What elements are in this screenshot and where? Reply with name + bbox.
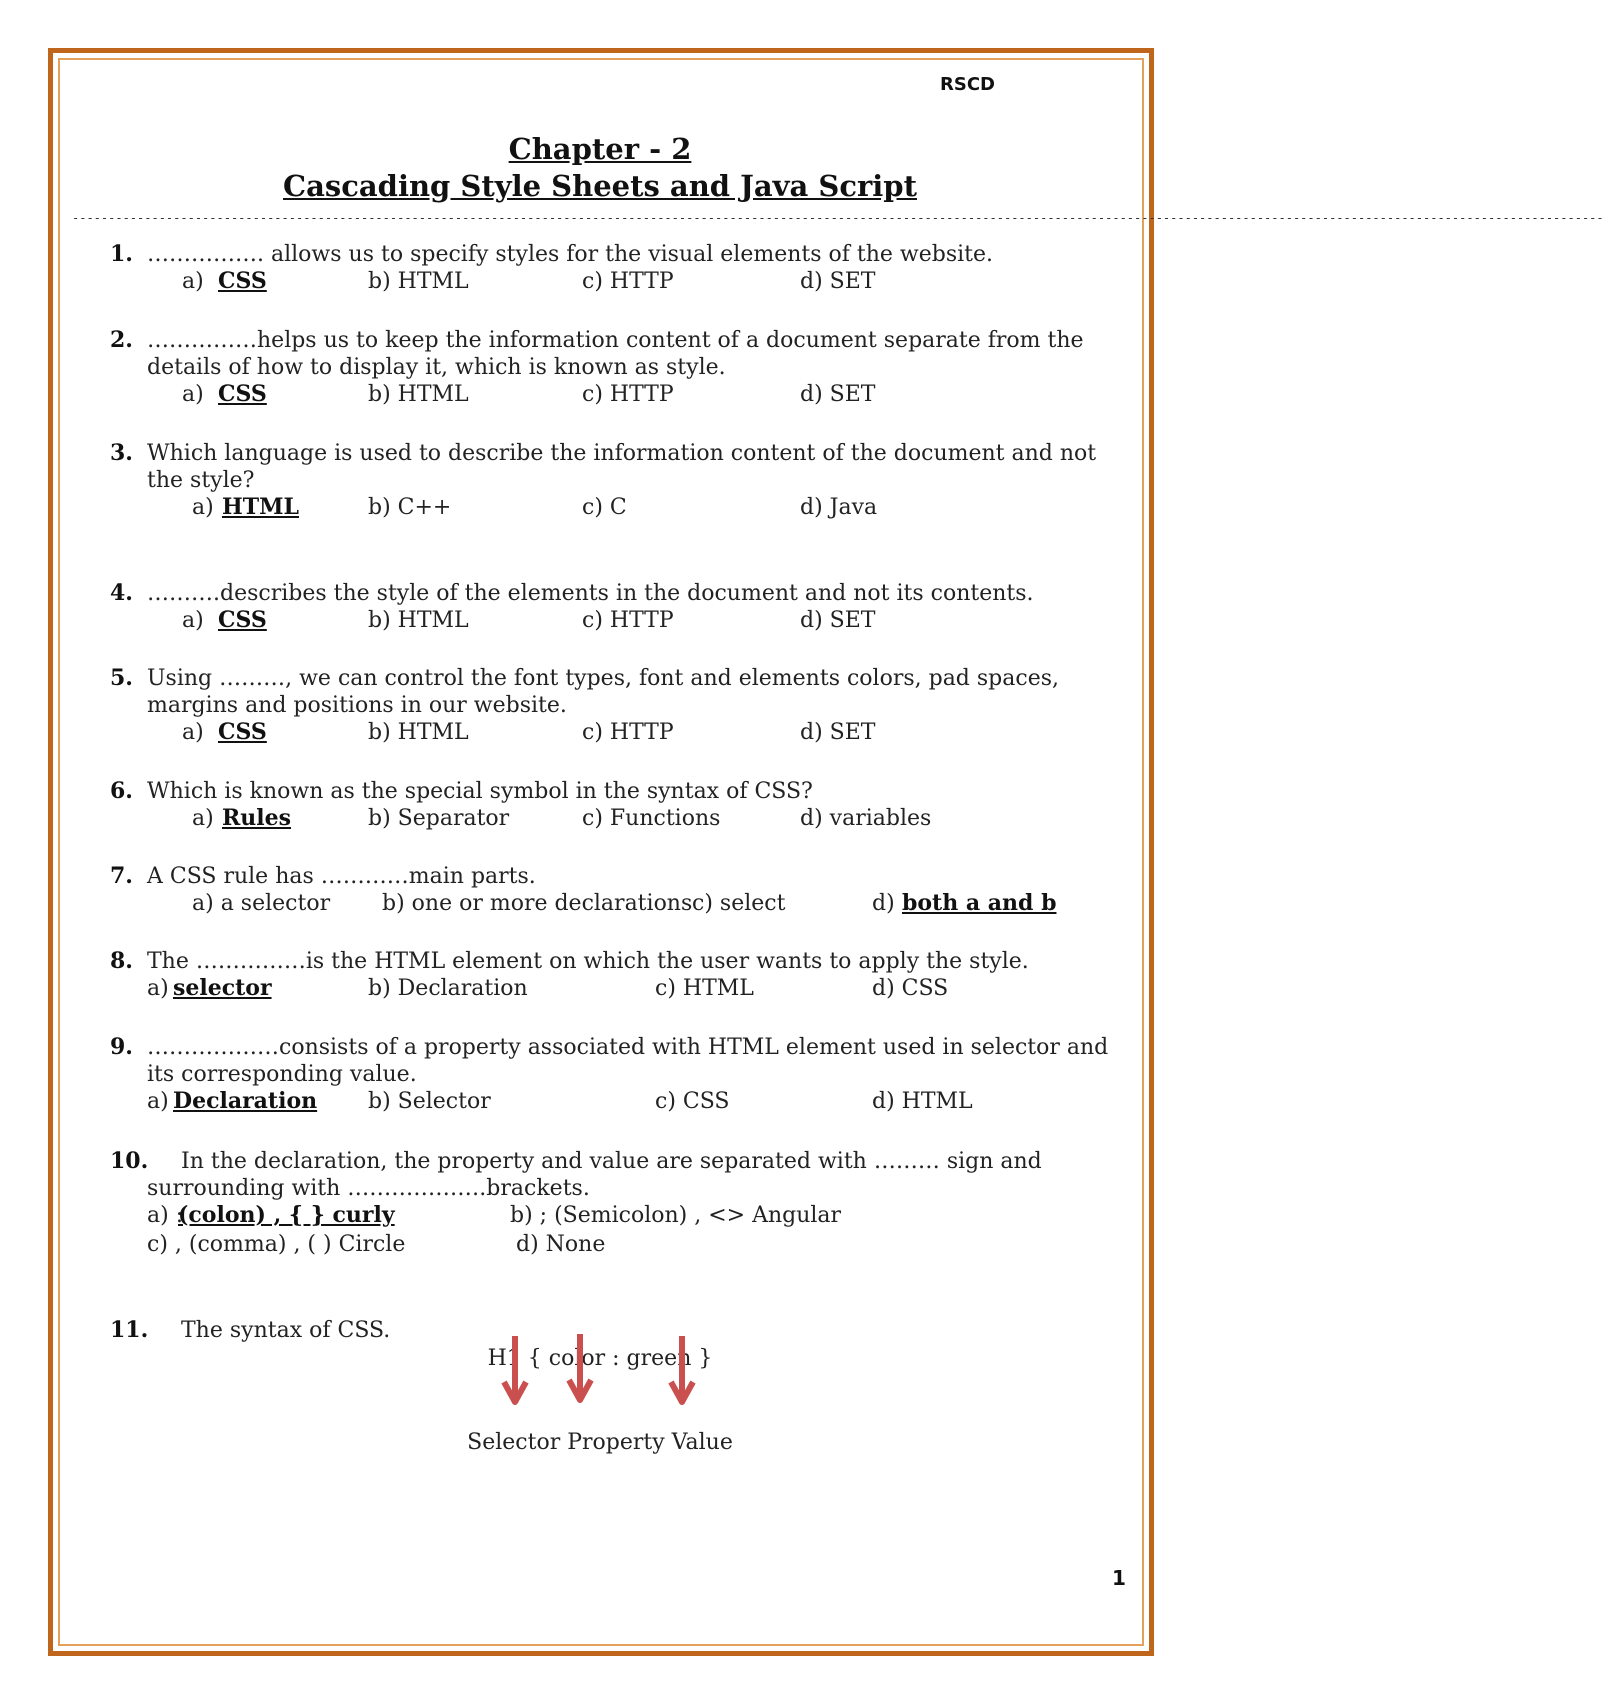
option-a-answer: Declaration — [173, 1088, 318, 1114]
option-b: b) ; (Semicolon) , <> Angular — [510, 1203, 842, 1228]
question-number: 7. — [110, 863, 133, 889]
question-number: 4. — [110, 580, 133, 606]
option-a-label: a) — [192, 495, 214, 520]
dashed-rule: -------------------------------------------------------------------------------------------------------------------------------------------------------------------------------------------------------------------- — [72, 211, 1604, 225]
question-9 — [110, 1034, 1120, 1117]
options-row — [110, 1202, 1120, 1231]
question-text: Which language is used to describe the information content of the document and not the style? — [147, 441, 1097, 493]
question-number: 6. — [110, 778, 133, 804]
option-c: c) HTTP — [582, 608, 674, 633]
option-b: b) Declaration — [368, 976, 528, 1001]
option-b: b) Selector — [368, 1089, 491, 1114]
option-a-label: a) — [192, 806, 214, 831]
option-a-label: a) — [147, 976, 169, 1001]
option-d: d) SET — [800, 720, 876, 745]
option-b: b) HTML — [368, 269, 469, 294]
options-row — [110, 494, 1120, 523]
question-number: 3. — [110, 440, 133, 466]
option-c: c) C — [582, 495, 627, 520]
option-d: d) Java — [800, 495, 878, 520]
question-text: A CSS rule has …………main parts. — [147, 864, 536, 889]
question-number: 10. — [110, 1148, 149, 1174]
options-row — [110, 607, 1120, 636]
option-a-answer: CSS — [218, 268, 267, 294]
option-c: c) , (comma) , ( ) Circle — [147, 1232, 406, 1257]
option-a-answer: CSS — [218, 719, 267, 745]
option-b: b) HTML — [368, 382, 469, 407]
question-5 — [110, 665, 1120, 748]
option-c: c) CSS — [655, 1089, 730, 1114]
question-8 — [110, 948, 1120, 1004]
option-b: b) Separator — [368, 806, 510, 831]
chapter-subtitle: Cascading Style Sheets and Java Script — [283, 169, 917, 203]
question-11 — [110, 1317, 1120, 1344]
options-row — [110, 890, 1120, 919]
option-d: d) variables — [800, 806, 932, 831]
css-syntax-example: H1 { color : green } — [487, 1346, 713, 1371]
options-row — [110, 1088, 1120, 1117]
option-c: c) Functions — [582, 806, 721, 831]
option-a-answer: CSS — [218, 607, 267, 633]
question-text: ………………consists of a property associated with HTML element used in selector and its corresponding value. — [147, 1035, 1109, 1087]
option-a-answer: Rules — [222, 805, 292, 831]
page-number: 1 — [1112, 1566, 1126, 1590]
option-a-answer: CSS — [218, 381, 267, 407]
question-text: The ……………is the HTML element on which the user wants to apply the style. — [147, 949, 1029, 974]
question-4 — [110, 580, 1120, 636]
option-d-label: d) — [872, 891, 895, 916]
header-label: RSCD — [940, 74, 995, 95]
option-d: d) HTML — [872, 1089, 973, 1114]
option-d: d) SET — [800, 382, 876, 407]
option-d: d) SET — [800, 269, 876, 294]
option-c: c) HTTP — [582, 269, 674, 294]
arrow-down-icon — [567, 1334, 593, 1406]
option-a-label: a) — [182, 382, 204, 407]
option-c: c) HTTP — [582, 720, 674, 745]
question-number: 11. — [110, 1317, 149, 1343]
question-text: The syntax of CSS. — [181, 1318, 391, 1343]
option-c: c) select — [692, 891, 786, 916]
option-a-answer: (colon) , { } curly — [178, 1202, 395, 1228]
option-a-answer: HTML — [222, 494, 299, 520]
question-text: ……………helps us to keep the information content of a document separate from the details of how to display it, which is known as style. — [147, 328, 1084, 380]
option-a-label: a) — [182, 720, 204, 745]
question-number: 9. — [110, 1034, 133, 1060]
option-a-label: a) — [182, 608, 204, 633]
option-d: d) SET — [800, 608, 876, 633]
option-a: a) a selector — [192, 891, 331, 916]
option-b: b) HTML — [368, 720, 469, 745]
question-10 — [110, 1148, 1120, 1260]
question-2 — [110, 327, 1120, 410]
arrow-down-icon — [502, 1336, 528, 1408]
option-c: c) HTML — [655, 976, 754, 1001]
options-row — [110, 805, 1120, 834]
syntax-labels: Selector Property Value — [467, 1430, 733, 1455]
option-c: c) HTTP — [582, 382, 674, 407]
options-row — [110, 268, 1120, 297]
options-row — [110, 1231, 1120, 1260]
question-7 — [110, 863, 1120, 919]
option-b: b) HTML — [368, 608, 469, 633]
arrow-down-icon — [669, 1336, 695, 1408]
options-row — [110, 719, 1120, 748]
question-text: ……………. allows us to specify styles for the visual elements of the website. — [147, 242, 994, 267]
option-a-label: a) — [147, 1089, 169, 1114]
question-text: Using ………, we can control the font types, font and elements colors, pad spaces, margins and positions in our website. — [147, 666, 1060, 718]
question-number: 5. — [110, 665, 133, 691]
question-1 — [110, 241, 1120, 297]
option-b: b) one or more declarations — [382, 891, 693, 916]
options-row — [110, 975, 1120, 1004]
option-d-answer: both a and b — [902, 890, 1057, 916]
option-b: b) C++ — [368, 495, 452, 520]
question-text: Which is known as the special symbol in the syntax of CSS? — [147, 779, 813, 804]
option-d: d) CSS — [872, 976, 949, 1001]
question-3 — [110, 440, 1120, 523]
option-d: d) None — [516, 1232, 606, 1257]
question-6 — [110, 778, 1120, 834]
chapter-title: Chapter - 2 — [508, 132, 692, 166]
question-number: 8. — [110, 948, 133, 974]
option-a-label: a) — [182, 269, 204, 294]
question-number: 2. — [110, 327, 133, 353]
question-text: In the declaration, the property and value are separated with ……… sign and surrounding with ……………….brackets. — [147, 1149, 1042, 1201]
options-row — [110, 381, 1120, 410]
question-number: 1. — [110, 241, 133, 267]
option-a-label: a) : — [147, 1203, 184, 1228]
option-a-answer: selector — [173, 975, 272, 1001]
question-text: ……….describes the style of the elements in the document and not its contents. — [147, 581, 1034, 606]
